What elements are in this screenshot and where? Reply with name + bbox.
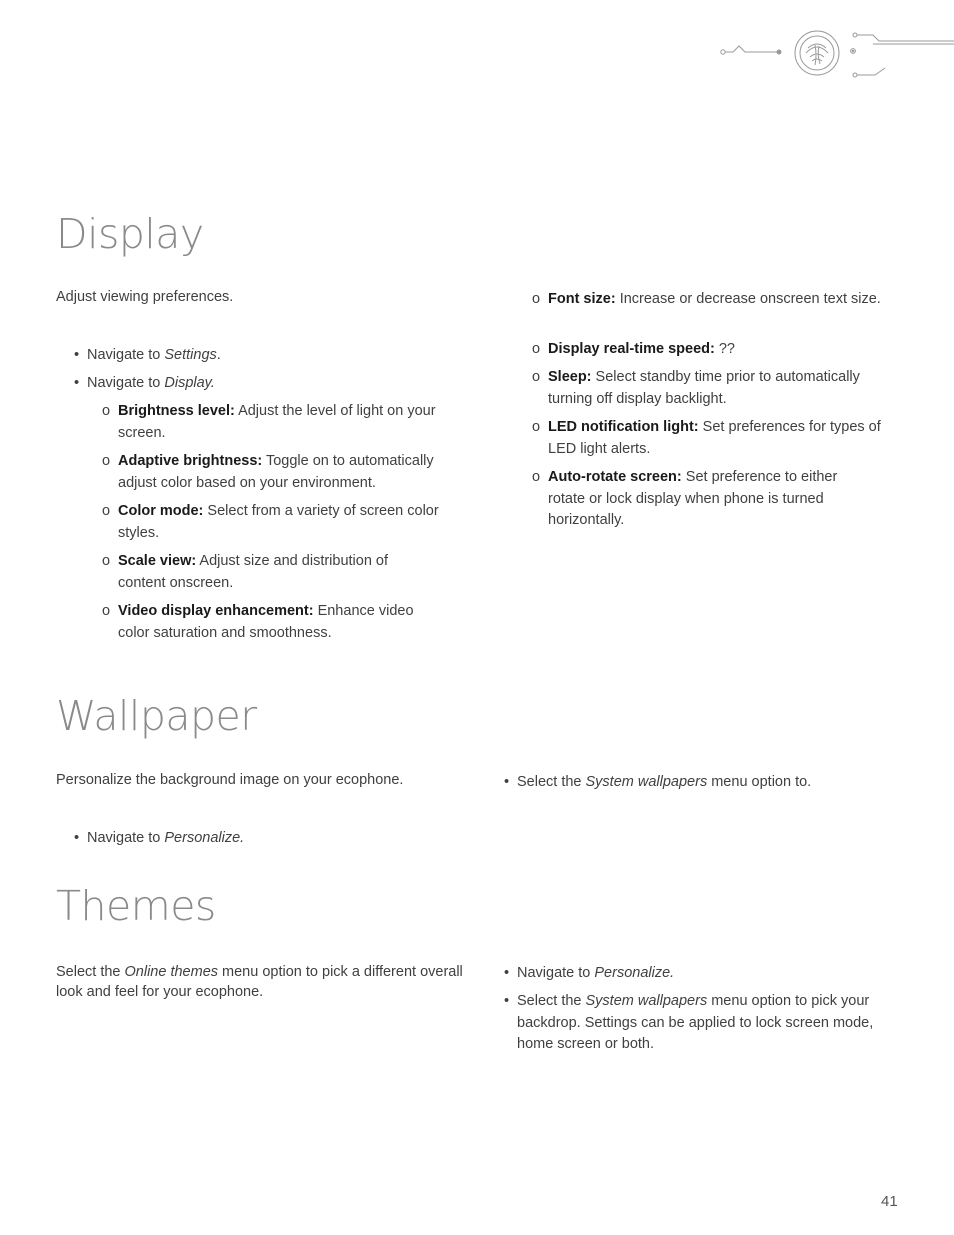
wallpaper-intro: Personalize the background image on your ecophone. — [56, 772, 404, 788]
themes-heading: Themes — [56, 882, 216, 930]
display-item-video-enhancement: o Video display enhancement: Enhance video color saturation and smoothness. — [102, 603, 414, 641]
display-item-color-mode: o Color mode: Select from a variety of screen color styles. — [102, 503, 439, 541]
display-item-adaptive-brightness: o Adaptive brightness: Toggle on to automatically adjust color based on your environment. — [102, 453, 434, 491]
display-heading: Display — [56, 210, 204, 258]
themes-select-option: • Select the System wallpapers menu option to pick your backdrop. Settings can be applied to lock screen mode, home screen or both. — [504, 993, 874, 1052]
display-item-scale-view: o Scale view: Adjust size and distribution of content onscreen. — [102, 553, 389, 591]
display-item-sleep: o Sleep: Select standby time prior to automatically turning off display backlight. — [532, 369, 860, 407]
bullet: • — [504, 993, 510, 1009]
wallpaper-heading: Wallpaper — [56, 692, 257, 740]
bullet: • — [74, 347, 80, 363]
page-number: 41 — [881, 1193, 898, 1210]
display-item-realtime-speed: o Display real-time speed: ?? — [532, 341, 735, 357]
themes-nav: • Navigate to Personalize. — [517, 963, 897, 985]
themes-intro: Select the Online themes menu option to pick a different overall look and feel for your ecophone. — [56, 964, 463, 1000]
display-item-led-light: o LED notification light: Set preferences for types of LED light alerts. — [532, 419, 881, 457]
bullet: • — [504, 774, 510, 790]
bullet: • — [74, 830, 80, 846]
display-nav-settings: • Navigate to Settings. — [87, 345, 467, 367]
display-nav-display: • Navigate to Display. — [87, 373, 467, 395]
bullet: • — [504, 965, 510, 981]
display-item-auto-rotate: o Auto-rotate screen: Set preference to either rotate or lock display when phone is turned horizontally. — [532, 469, 838, 528]
fingerprint-circuit-logo — [715, 28, 954, 80]
display-item-font-size: o Font size: Increase or decrease onscreen text size. — [532, 291, 881, 307]
wallpaper-select-option: • Select the System wallpapers menu option to. — [517, 772, 897, 794]
bullet: • — [74, 375, 80, 391]
display-item-brightness: o Brightness level: Adjust the level of light on your screen. — [102, 403, 436, 441]
wallpaper-nav: • Navigate to Personalize. — [87, 828, 467, 850]
display-intro: Adjust viewing preferences. — [56, 289, 234, 305]
